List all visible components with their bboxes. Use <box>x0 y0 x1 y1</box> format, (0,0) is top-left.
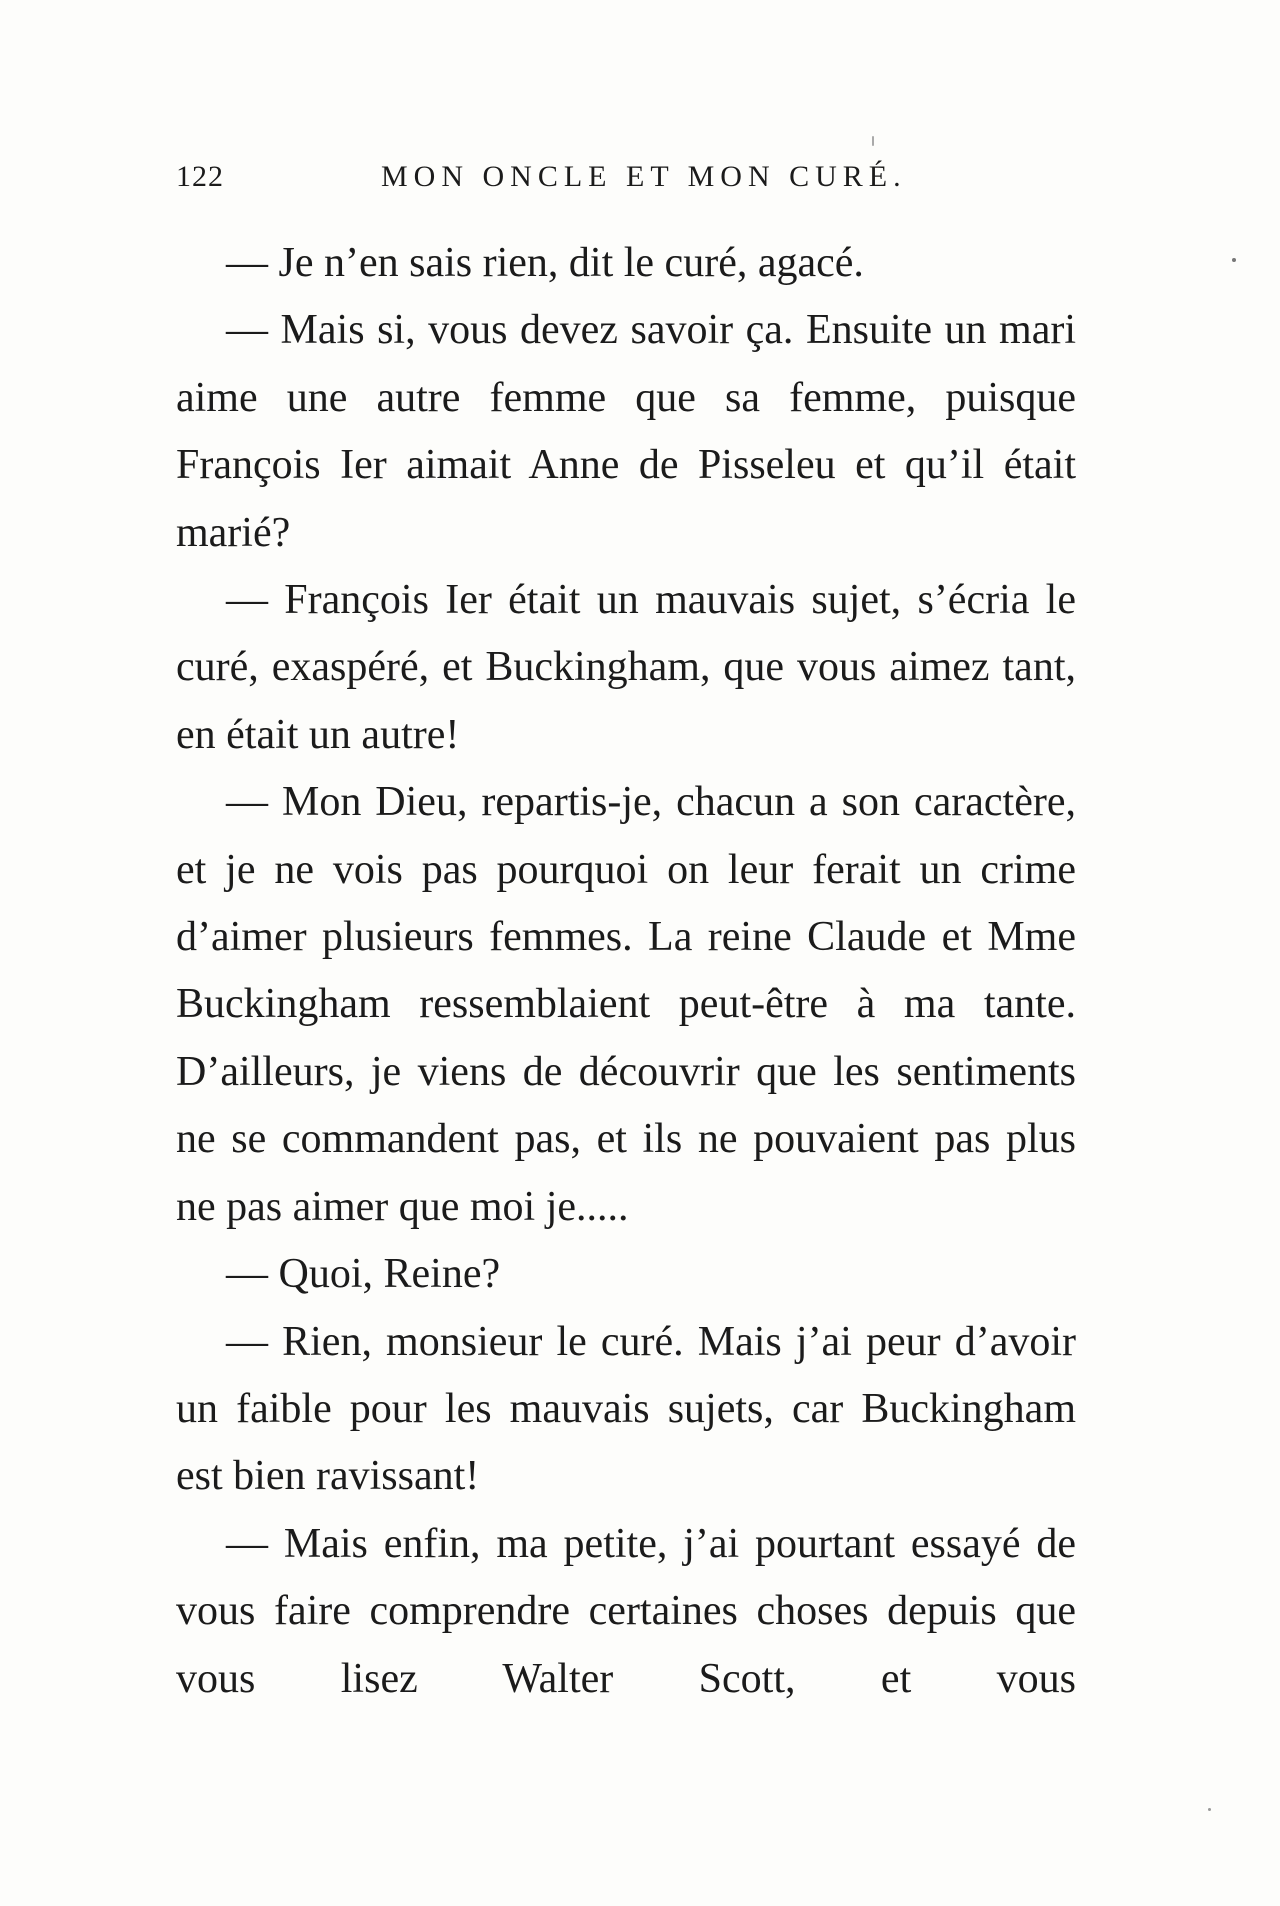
paragraph-3: — François Ier était un mauvais sujet, s’écria le curé, exaspéré, et Buckingham, que vous aimez tant, en était un autre! <box>176 577 1076 758</box>
running-title: MON ONCLE ET MON CURÉ. <box>381 160 907 193</box>
paper-speck <box>1232 258 1236 262</box>
paper-speck <box>872 136 874 146</box>
paper-speck <box>1208 1808 1211 1811</box>
paragraph-6: — Rien, monsieur le curé. Mais j’ai peur d’avoir un faible pour les mauvais sujets, car Buckingham est bien ravissant! <box>176 1318 1076 1500</box>
page-header <box>176 160 1076 200</box>
body-text <box>176 230 1076 1713</box>
paragraph-2: — Mais si, vous devez savoir ça. Ensuite un mari aime une autre femme que sa femme, puisque François Ier aimait Anne de Pisseleu et qu’il était marié? <box>176 307 1076 556</box>
paragraph-4: — Mon Dieu, repartis-je, chacun a son caractère, et je ne vois pas pourquoi on leur ferait un crime d’aimer plusieurs femmes. La reine Claude et Mme Buckingham ressemblaient peut-être à ma tante. D’ailleurs, je viens de découvrir que les sentiments ne se commandent pas, et ils ne pouvaient pas plus ne pas aimer que moi je..... <box>176 779 1076 1230</box>
paragraph-7: — Mais enfin, ma petite, j’ai pourtant essayé de vous faire comprendre certaines choses depuis que vous lisez Walter Scott, et vous <box>176 1520 1076 1702</box>
paragraph-5: — Quoi, Reine? <box>226 1251 501 1298</box>
paragraph-1: — Je n’en sais rien, dit le curé, agacé. <box>226 240 864 286</box>
page-number: 122 <box>176 160 224 193</box>
